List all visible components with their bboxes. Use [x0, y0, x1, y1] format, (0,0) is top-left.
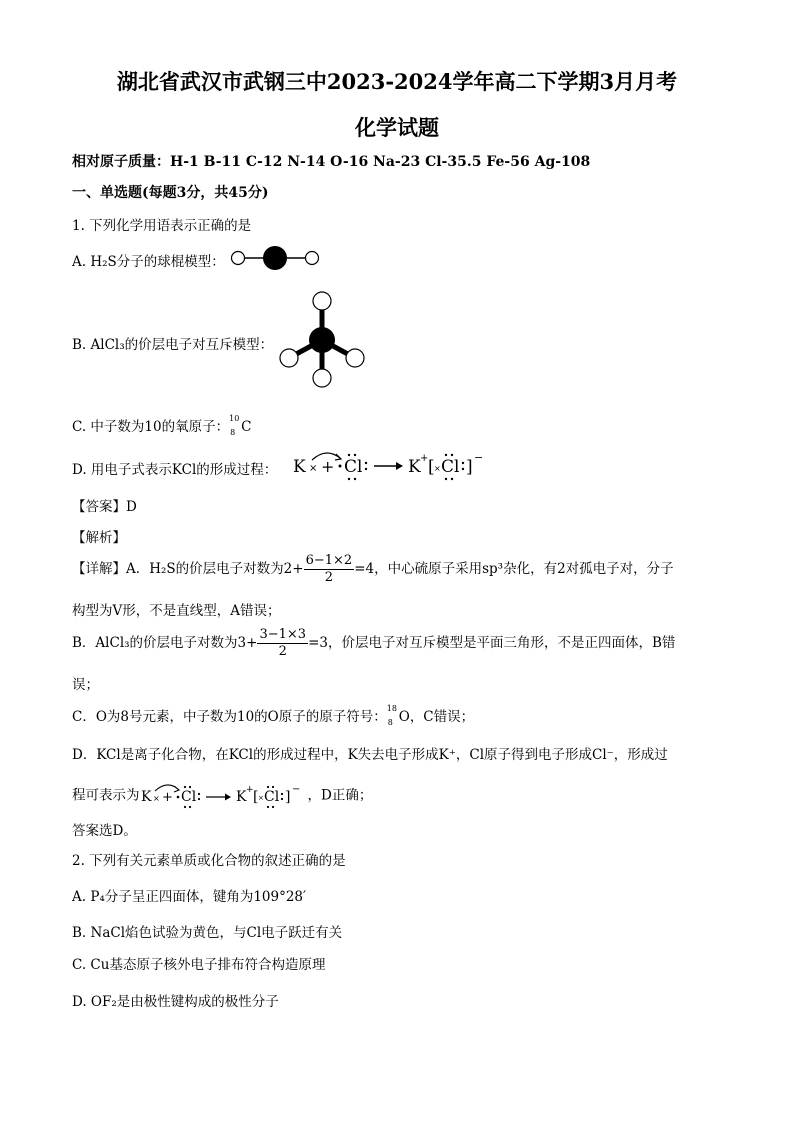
q2-option-d: D. OF₂是由极性键构成的极性分子	[72, 994, 279, 1010]
detail-a-prefix: A．H₂S的价层电子对数为2+	[126, 561, 304, 577]
svg-text:Cl: Cl	[344, 457, 363, 477]
page-subtitle: 化学试题	[355, 115, 439, 140]
element-symbol: C	[241, 419, 252, 435]
question-2-stem: 2. 下列有关元素单质或化合物的叙述正确的是	[72, 853, 346, 869]
detail-d-suffix: ，D正确；	[307, 787, 373, 804]
detail-label: 【详解】	[72, 561, 126, 577]
q1-option-c	[72, 415, 251, 440]
atomic-number: 8	[387, 717, 393, 727]
fraction-b-numerator: 3−1×3	[259, 627, 307, 642]
q1-detail-b	[72, 627, 675, 660]
q2-option-c: C. Cu基态原子核外电子排布符合构造原理	[72, 957, 326, 973]
svg-text:]: ]	[284, 789, 290, 805]
q1-answer: 【答案】D	[72, 499, 137, 515]
svg-text:×: ×	[309, 463, 318, 474]
q1-option-a: A. H₂S分子的球棍模型：	[72, 254, 225, 270]
detail-a-suffix: =4，中心硫原子采用sp³杂化，有2对孤电子对，分子	[354, 561, 674, 577]
fraction-a	[304, 553, 355, 586]
alcl3-vsepr-model	[274, 288, 370, 392]
fraction-b-denominator: 2	[278, 644, 287, 659]
q1-option-d: D. 用电子式表示KCl的形成过程：	[72, 462, 278, 478]
q2-option-a: A. P₄分子呈正四面体，键角为109°28′	[72, 889, 307, 905]
svg-text:K: K	[140, 789, 151, 805]
section-heading: 一、单选题(每题3分，共45分)	[72, 185, 269, 201]
svg-text:]: ]	[466, 457, 473, 477]
detail-c-prefix: C．O为8号元素，中子数为10的O原子的原子符号：	[72, 709, 387, 725]
detail-c-suffix: ，C错误；	[409, 709, 475, 725]
svg-text:[: [	[252, 789, 258, 805]
svg-text:K: K	[293, 457, 306, 477]
fraction-a-denominator: 2	[324, 570, 334, 585]
q1-conclusion: 答案选D。	[72, 823, 137, 839]
atomic-number: 8	[230, 427, 236, 437]
detail-d-prefix: 程可表示为	[72, 787, 140, 804]
q1-detail-d-line2	[72, 780, 372, 812]
q1-option-c-nuclide-numbers	[229, 413, 241, 440]
fraction-a-numerator: 6−1×2	[305, 553, 353, 568]
q1-option-b: B. AlCl₃的价层电子对互斥模型：	[72, 337, 274, 353]
svg-text:Cl: Cl	[180, 789, 196, 805]
page-title: 湖北省武汉市武钢三中2023-2024学年高二下学期3月月考	[116, 69, 678, 94]
svg-text:+: +	[245, 785, 254, 795]
svg-text:K: K	[235, 789, 246, 805]
svg-text:+: +	[321, 457, 335, 476]
q1-analysis-label: 【解析】	[72, 530, 126, 546]
fraction-b	[257, 627, 308, 660]
svg-text:×: ×	[257, 794, 264, 802]
detail-c-nuclide-numbers	[386, 703, 399, 730]
mass-number: 10	[229, 413, 240, 423]
q1-detail-c	[72, 705, 474, 730]
svg-text:K: K	[408, 457, 421, 477]
element-symbol: O	[398, 709, 410, 725]
q1-detail-a-line2: 构型为V形，不是直线型，A错误；	[72, 603, 281, 619]
svg-text:−: −	[474, 451, 484, 464]
svg-text:+: +	[420, 453, 429, 464]
q1-detail-a	[72, 553, 674, 586]
detail-b-suffix: =3，价层电子对互斥模型是平面三角形，不是正四面体，B错	[308, 635, 676, 651]
detail-b-prefix: B．AlCl₃的价层电子对数为3+	[72, 635, 258, 651]
svg-text:×: ×	[152, 794, 160, 803]
question-1-stem: 1. 下列化学用语表示正确的是	[72, 218, 252, 234]
h2s-ball-stick-model	[228, 244, 320, 272]
svg-text:Cl: Cl	[263, 789, 279, 805]
kcl-formation-inline	[140, 780, 308, 812]
atomic-masses: 相对原子质量：H-1 B-11 C-12 N-14 O-16 Na-23 Cl-35.5 Fe-56 Ag-108	[72, 154, 591, 170]
mass-number: 18	[386, 703, 397, 713]
svg-text:Cl: Cl	[441, 457, 460, 477]
svg-text:+: +	[161, 790, 173, 805]
q1-option-c-text: C. 中子数为10的氧原子：	[72, 419, 230, 435]
q1-detail-d-line1: D．KCl是离子化合物，在KCl的形成过程中，K失去电子形成K⁺，Cl原子得到电子形成Cl⁻，形成过	[72, 747, 668, 763]
svg-text:−: −	[291, 784, 300, 795]
q2-option-b: B. NaCl焰色试验为黄色，与Cl电子跃迁有关	[72, 925, 343, 941]
svg-text:[: [	[428, 457, 435, 477]
kcl-formation-electron-dot	[290, 446, 490, 484]
svg-text:×: ×	[434, 464, 441, 473]
q1-detail-b-line2: 误；	[72, 677, 99, 693]
